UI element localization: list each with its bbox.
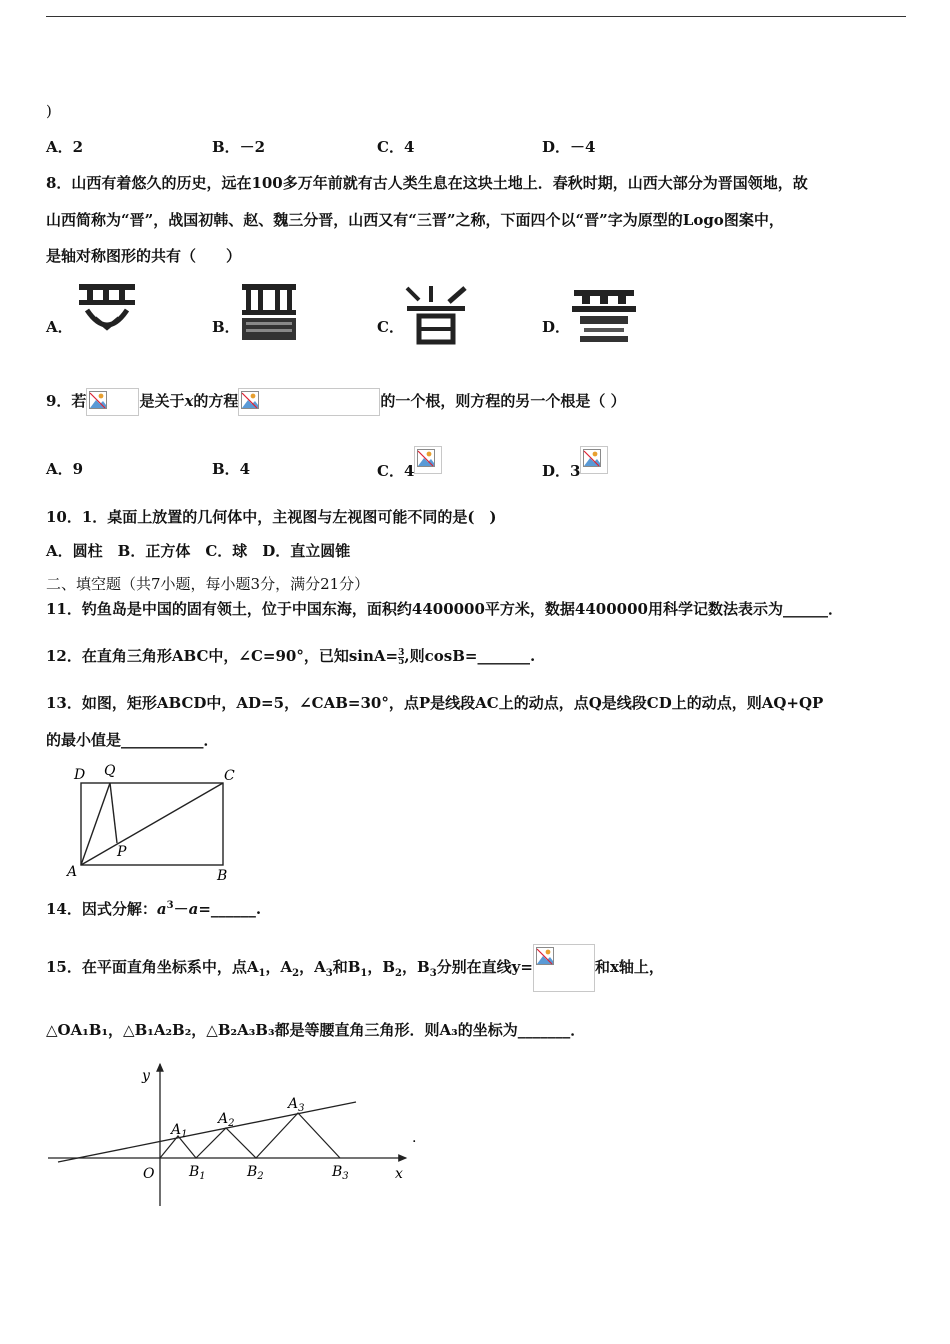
q15-sub: 2: [395, 968, 403, 979]
q15-sub: 3: [429, 968, 437, 979]
q7-option-a: A．2: [46, 138, 84, 156]
section-2-heading: 二、填空题（共7小题，每小题3分，满分21分）: [46, 575, 370, 593]
q9-option-d: [542, 458, 608, 486]
broken-image-icon: [414, 446, 442, 474]
q9-mid1: 是关于: [139, 392, 185, 410]
q12-den: 5: [398, 656, 405, 667]
label-b1: $B_1$: [189, 1164, 206, 1182]
label-a3: $A_3$: [288, 1096, 305, 1114]
jin-logo-c: [403, 282, 469, 346]
q8-option-b: B．: [212, 318, 240, 336]
label-b: B: [217, 868, 228, 884]
trailing-period: .: [412, 1130, 417, 1146]
label-a: A: [67, 864, 78, 880]
q13-line1: 13．如图，矩形ABCD中，AD=5，∠CAB=30°，点P是线段AC上的动点，点Q是线段CD上的动点，则AQ+QP: [46, 694, 824, 712]
q7-option-b: B．－2: [212, 138, 266, 156]
rectangle-figure: [60, 758, 250, 884]
q14-a: a: [156, 900, 167, 918]
q15-sub: 1: [360, 968, 368, 979]
broken-image-icon: [580, 446, 608, 474]
q11-stem: 11．钓鱼岛是中国的固有领土，位于中国东海，面积约4400000平方米，数据4400000用科学记数法表示为______．: [46, 600, 843, 618]
q14-stem: [46, 898, 261, 919]
q15-text-7: 分别在直线y=: [436, 958, 533, 976]
q10-options: A．圆柱 B．正方体 C．球 D．直立圆锥: [46, 542, 351, 560]
jin-logo-d: [570, 288, 638, 346]
q15-text-4: 和B: [332, 958, 361, 976]
origin-label: O: [143, 1166, 155, 1182]
q8-option-d: D．: [542, 318, 571, 336]
q9-option-c-text: C．4: [377, 462, 415, 480]
q9-prefix: 9．若: [46, 392, 87, 410]
label-b2: $B_2$: [247, 1164, 264, 1182]
q8-option-a: A．: [46, 318, 73, 336]
label-d: D: [74, 767, 86, 783]
q7-option-d: D．－4: [542, 138, 596, 156]
label-p: P: [117, 844, 127, 860]
q12-stem: [46, 645, 535, 666]
q12-prefix: 12．在直角三角形ABC中，∠C=90°，已知sinA=: [46, 647, 399, 665]
q14-minus: －: [173, 900, 189, 918]
q7-tail: ): [46, 102, 52, 120]
q12-suffix: ,则cosB=_______.: [404, 647, 536, 665]
label-q: Q: [104, 763, 116, 779]
label-b3: $B_3$: [332, 1164, 349, 1182]
q14-exp: 3: [166, 900, 174, 911]
q7-option-c: C．4: [377, 138, 415, 156]
q15-text-6: ，B: [402, 958, 430, 976]
q15-text-3: ，A: [299, 958, 326, 976]
q8-option-c: C．: [377, 318, 404, 336]
broken-image-icon: [533, 944, 595, 992]
q15-sub: 2: [292, 968, 300, 979]
q8-line3: 是轴对称图形的共有（ ）: [46, 247, 242, 265]
axis-label-y: y: [142, 1068, 150, 1084]
q14-prefix: 14．因式分解：: [46, 900, 157, 918]
q15-text-2: ，A: [265, 958, 293, 976]
q15-text-8: 和x轴上，: [594, 958, 664, 976]
label-a2: $A_2$: [218, 1111, 235, 1129]
q15-text-1: 15．在平面直角坐标系中，点A: [46, 958, 259, 976]
q15-text-5: ，B: [367, 958, 396, 976]
q9-option-b: B．4: [212, 460, 251, 478]
q9-option-a: A．9: [46, 460, 84, 478]
broken-image-icon: [238, 388, 380, 416]
q9-var: x: [184, 392, 194, 410]
q12-num: 3: [398, 647, 405, 658]
q9-stem: [46, 388, 626, 416]
q9-suffix: 的一个根，则方程的另一个根是（ ）: [380, 392, 626, 410]
q9-mid2: 的方程: [193, 392, 239, 410]
label-a1: $A_1$: [171, 1122, 188, 1140]
q8-line1: 8．山西有着悠久的历史，远在100多万年前就有古人类生息在这块土地上．春秋时期，山西大部分为晋国领地，故: [46, 174, 808, 192]
q14-a2: a: [188, 900, 199, 918]
line-y: [58, 1102, 356, 1162]
q15-line1: [46, 944, 664, 996]
q14-suffix: =______.: [198, 900, 262, 918]
q10-stem: 10．1．桌面上放置的几何体中，主视图与左视图可能不同的是( ): [46, 508, 497, 526]
header-rule: [46, 16, 906, 17]
q9-option-d-text: D．3: [542, 462, 581, 480]
q15-sub: 1: [258, 968, 266, 979]
q13-line2: 的最小值是___________．: [46, 731, 219, 749]
jin-logo-b: [238, 280, 300, 346]
label-c: C: [224, 768, 235, 784]
q8-line2: 山西简称为“晋”，战国初韩、赵、魏三分晋，山西又有“三晋”之称，下面四个以“晋”字为原型的Logo图案中，: [46, 211, 784, 229]
q9-option-c: [377, 458, 442, 486]
broken-image-icon: [86, 388, 139, 416]
axis-label-x: x: [395, 1166, 403, 1182]
q15-line2: △OA₁B₁，△B₁A₂B₂，△B₂A₃B₃都是等腰直角三角形．则A₃的坐标为_______．: [46, 1021, 586, 1039]
q15-sub: 3: [325, 968, 333, 979]
jin-logo-a: [73, 278, 143, 346]
coordinate-graph: [40, 1058, 440, 1208]
